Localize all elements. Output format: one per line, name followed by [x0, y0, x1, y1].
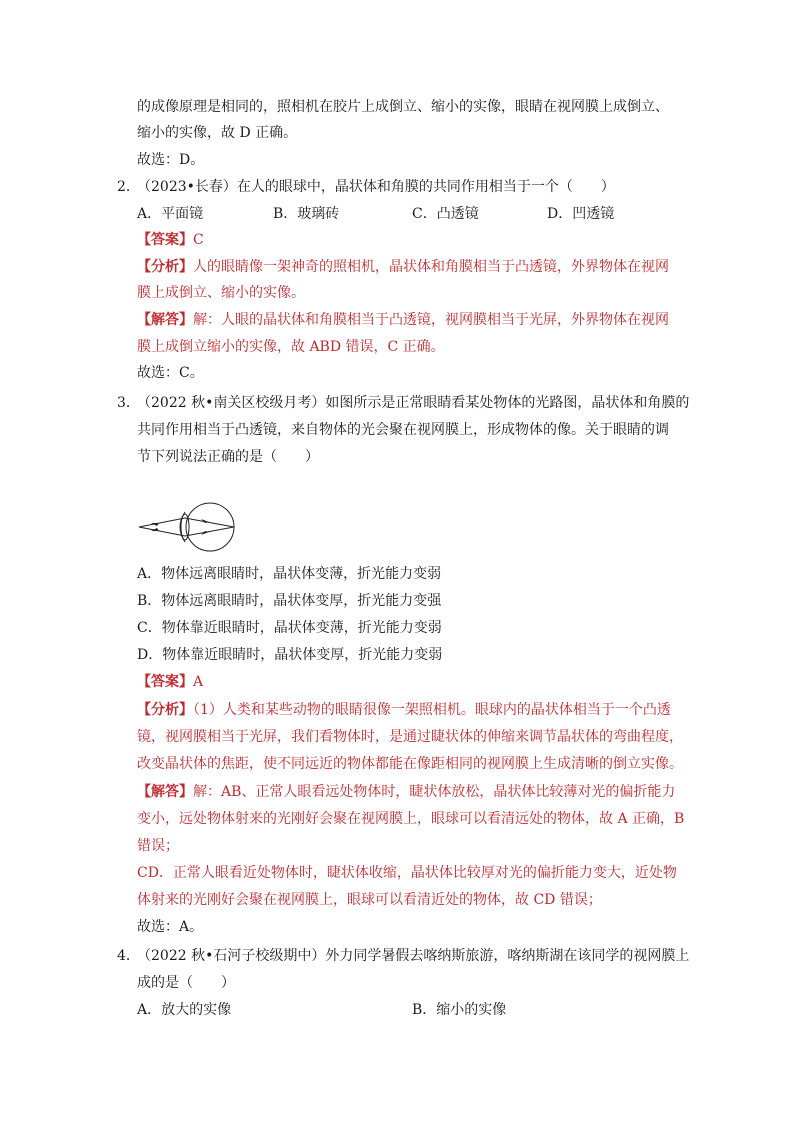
refracted-ray: [185, 518, 234, 527]
answer-line: [137, 230, 204, 250]
question-stem: （2022 秋•南关区校级月考）如图所示是正常眼睛看某处物体的光路图，晶状体和角膜的: [137, 395, 690, 411]
answer-value: A: [193, 674, 204, 690]
analysis-line: [137, 700, 671, 720]
solution-line: 错误；: [137, 838, 179, 854]
solution-line: 膜上成倒立缩小的实像，故 ABD 错误，C 正确。: [137, 339, 445, 355]
refracted-ray: [185, 527, 234, 536]
solution-line: [137, 782, 675, 802]
option-b: B．玻璃砖: [273, 206, 340, 222]
question-number: 4．: [117, 948, 140, 964]
solution-text: 解：AB、正常人眼看远处物体时，睫状体放松，晶状体比较薄对光的偏折能力: [193, 784, 676, 800]
solution-line: 变小，远处物体射来的光刚好会聚在视网膜上，眼球可以看清远处的物体，故 A 正确，B: [137, 811, 685, 827]
option-c: C．物体靠近眼睛时，晶状体变薄，折光能力变弱: [137, 620, 442, 636]
solution-line: CD．正常人眼看近处物体时，睫状体收缩，晶状体比较厚对光的偏折能力变大，近处物: [137, 865, 677, 881]
question-stem: 节下列说法正确的是（ ）: [137, 449, 319, 465]
answer-tag: 【答案】: [137, 232, 193, 248]
analysis-tag: 【分析】: [137, 259, 193, 275]
option-c: C．凸透镜: [412, 206, 479, 222]
solution-tag: 【解答】: [137, 312, 193, 328]
analysis-line: [137, 257, 669, 277]
analysis-text: （1）人类和某些动物的眼睛很像一架照相机。眼球内的晶状体相当于一个凸透: [193, 702, 671, 718]
solution-line: [137, 310, 669, 330]
question-number: 2．: [117, 179, 140, 195]
question-number: 3．: [117, 395, 140, 411]
incoming-ray: [139, 518, 185, 527]
analysis-text: 人的眼睛像一架神奇的照相机，晶状体和角膜相当于凸透镜，外界物体在视网: [193, 259, 669, 275]
analysis-line: 镜，视网膜相当于光屏，我们看物体时，是通过睫状体的伸缩来调节晶状体的弯曲程度，: [137, 729, 683, 745]
option-d: D．凹透镜: [547, 206, 615, 222]
answer-value: C: [193, 232, 204, 248]
text-line: 缩小的实像，故 D 正确。: [137, 125, 298, 141]
question-stem: 成的是（ ）: [137, 975, 235, 991]
analysis-line: 改变晶状体的焦距，使不同远近的物体都能在像距相同的视网膜上生成清晰的倒立实像。: [137, 756, 683, 772]
option-d: D．物体靠近眼睛时，晶状体变厚，折光能力变弱: [137, 647, 443, 663]
conclusion-line: 故选：C。: [137, 365, 204, 381]
answer-tag: 【答案】: [137, 674, 193, 690]
solution-text: 解：人眼的晶状体和角膜相当于凸透镜，视网膜相当于光屏，外界物体在视网: [193, 312, 669, 328]
conclusion-line: 故选：D。: [137, 152, 205, 168]
solution-tag: 【解答】: [137, 784, 193, 800]
solution-line: 体射来的光刚好会聚在视网膜上，眼球可以看清近处的物体，故 CD 错误；: [137, 892, 602, 908]
option-a: A．放大的实像: [137, 1002, 232, 1018]
conclusion-line: 故选：A。: [137, 919, 204, 935]
question-stem: 共同作用相当于凸透镜，来自物体的光会聚在视网膜上，形成物体的像。关于眼睛的调: [137, 422, 669, 438]
text-line: 的成像原理是相同的，照相机在胶片上成倒立、缩小的实像，眼睛在视网膜上成倒立、: [137, 99, 669, 115]
question-stem: （2023•长春）在人的眼球中，晶状体和角膜的共同作用相当于一个（ ）: [137, 179, 615, 195]
answer-line: [137, 672, 203, 692]
incoming-ray: [139, 527, 185, 536]
analysis-tag: 【分析】: [137, 702, 193, 718]
analysis-line: 膜上成倒立、缩小的实像。: [137, 285, 305, 301]
option-a: A．物体远离眼睛时，晶状体变薄，折光能力变弱: [137, 566, 442, 582]
eyeball-outline: [186, 503, 234, 551]
option-b: B．缩小的实像: [412, 1002, 507, 1018]
question-stem: （2022 秋•石河子校级期中）外力同学暑假去喀纳斯旅游，喀纳斯湖在该同学的视网膜上: [137, 948, 690, 964]
option-a: A．平面镜: [137, 206, 204, 222]
eye-ray-diagram: [137, 500, 239, 556]
option-b: B．物体远离眼睛时，晶状体变厚，折光能力变强: [137, 593, 442, 609]
